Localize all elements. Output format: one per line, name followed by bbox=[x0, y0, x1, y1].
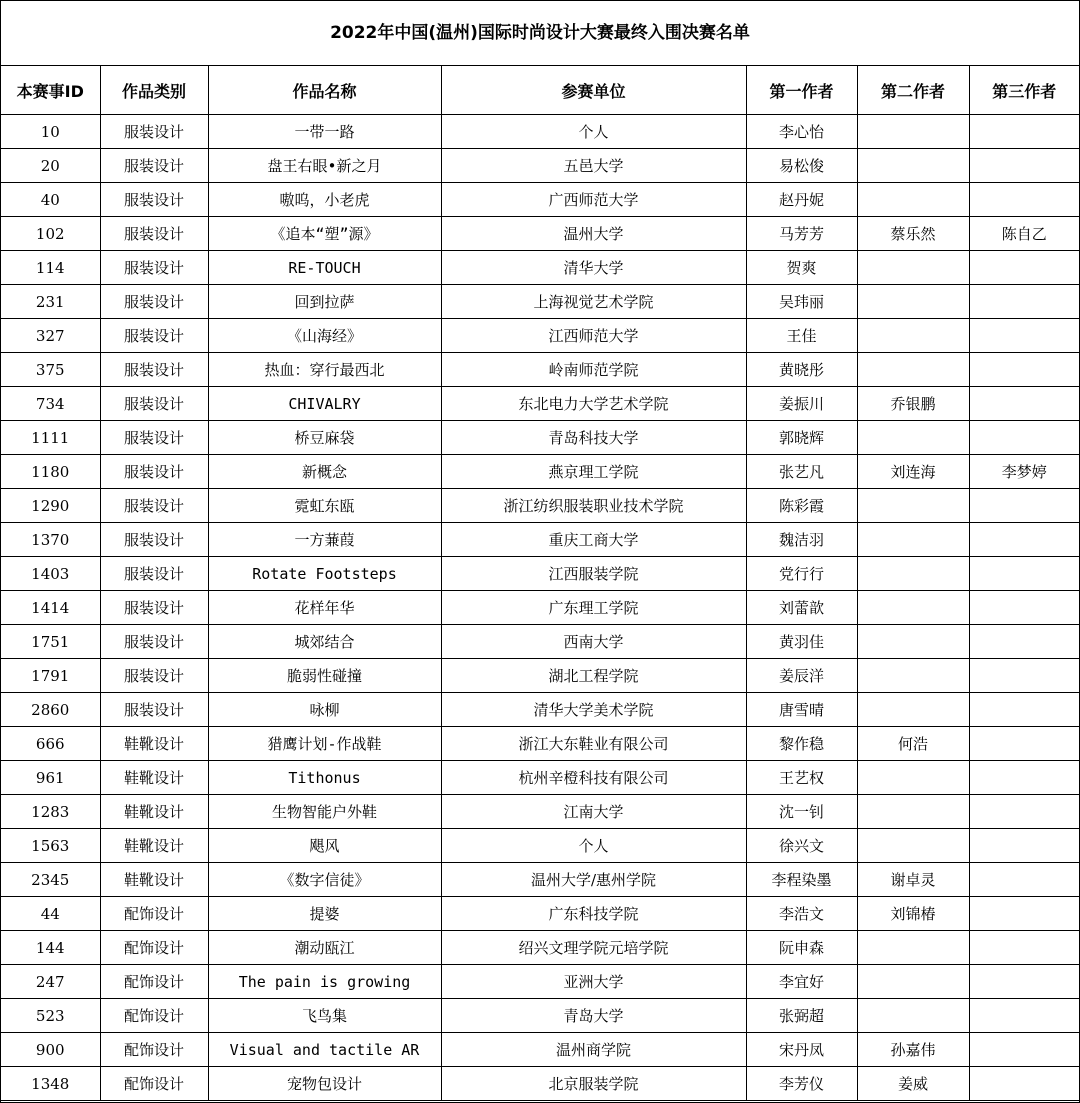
cell-work-name: 新概念 bbox=[208, 455, 441, 489]
cell-first-author: 魏洁羽 bbox=[746, 523, 857, 557]
table-row bbox=[1, 523, 1079, 557]
cell-second-author: 谢卓灵 bbox=[857, 863, 969, 897]
cell-second-author bbox=[857, 829, 969, 863]
cell-category: 服装设计 bbox=[100, 489, 208, 523]
cell-category: 配饰设计 bbox=[100, 931, 208, 965]
cell-entrant: 浙江纺织服装职业技术学院 bbox=[441, 489, 746, 523]
cell-work-name: 飓风 bbox=[208, 829, 441, 863]
cell-work-name: RE-TOUCH bbox=[208, 251, 441, 285]
cell-work-name: 飞鸟集 bbox=[208, 999, 441, 1033]
finalist-table bbox=[1, 66, 1079, 1101]
cell-id: 961 bbox=[1, 761, 100, 795]
column-header-id: 本赛事ID bbox=[1, 66, 100, 115]
column-header-entrant: 参赛单位 bbox=[441, 66, 746, 115]
cell-first-author: 阮申森 bbox=[746, 931, 857, 965]
cell-id: 144 bbox=[1, 931, 100, 965]
cell-category: 配饰设计 bbox=[100, 965, 208, 999]
cell-entrant: 重庆工商大学 bbox=[441, 523, 746, 557]
table-row bbox=[1, 115, 1079, 149]
cell-entrant: 清华大学美术学院 bbox=[441, 693, 746, 727]
cell-entrant: 湖北工程学院 bbox=[441, 659, 746, 693]
cell-second-author: 蔡乐然 bbox=[857, 217, 969, 251]
cell-entrant: 个人 bbox=[441, 115, 746, 149]
cell-second-author: 孙嘉伟 bbox=[857, 1033, 969, 1067]
cell-entrant: 西南大学 bbox=[441, 625, 746, 659]
cell-id: 2345 bbox=[1, 863, 100, 897]
cell-work-name: 提婆 bbox=[208, 897, 441, 931]
cell-category: 鞋靴设计 bbox=[100, 795, 208, 829]
cell-second-author bbox=[857, 931, 969, 965]
cell-first-author: 党行行 bbox=[746, 557, 857, 591]
cell-work-name: 回到拉萨 bbox=[208, 285, 441, 319]
cell-second-author: 姜威 bbox=[857, 1067, 969, 1101]
table-row bbox=[1, 183, 1079, 217]
cell-entrant: 温州商学院 bbox=[441, 1033, 746, 1067]
cell-category: 服装设计 bbox=[100, 455, 208, 489]
cell-entrant: 江西服装学院 bbox=[441, 557, 746, 591]
cell-category: 服装设计 bbox=[100, 387, 208, 421]
cell-second-author: 何浩 bbox=[857, 727, 969, 761]
cell-entrant: 个人 bbox=[441, 829, 746, 863]
cell-second-author bbox=[857, 251, 969, 285]
cell-id: 1370 bbox=[1, 523, 100, 557]
cell-first-author: 王艺权 bbox=[746, 761, 857, 795]
cell-id: 523 bbox=[1, 999, 100, 1033]
cell-first-author: 李心怡 bbox=[746, 115, 857, 149]
table-row bbox=[1, 217, 1079, 251]
cell-category: 服装设计 bbox=[100, 285, 208, 319]
cell-category: 配饰设计 bbox=[100, 1033, 208, 1067]
cell-second-author bbox=[857, 319, 969, 353]
cell-id: 1290 bbox=[1, 489, 100, 523]
cell-id: 231 bbox=[1, 285, 100, 319]
cell-first-author: 陈彩霞 bbox=[746, 489, 857, 523]
table-row bbox=[1, 931, 1079, 965]
cell-first-author: 易松俊 bbox=[746, 149, 857, 183]
cell-id: 327 bbox=[1, 319, 100, 353]
cell-category: 服装设计 bbox=[100, 319, 208, 353]
cell-first-author: 张弼超 bbox=[746, 999, 857, 1033]
cell-second-author bbox=[857, 557, 969, 591]
table-row bbox=[1, 965, 1079, 999]
table-row bbox=[1, 149, 1079, 183]
cell-third-author bbox=[969, 829, 1079, 863]
table-row bbox=[1, 353, 1079, 387]
cell-first-author: 李芳仪 bbox=[746, 1067, 857, 1101]
sheet-title: 2022年中国(温州)国际时尚设计大赛最终入围决赛名单 bbox=[1, 1, 1079, 66]
cell-second-author: 刘连海 bbox=[857, 455, 969, 489]
cell-work-name: 一方蒹葭 bbox=[208, 523, 441, 557]
cell-entrant: 广西师范大学 bbox=[441, 183, 746, 217]
table-row bbox=[1, 557, 1079, 591]
cell-entrant: 绍兴文理学院元培学院 bbox=[441, 931, 746, 965]
cell-first-author: 唐雪晴 bbox=[746, 693, 857, 727]
cell-third-author bbox=[969, 1033, 1079, 1067]
cell-second-author bbox=[857, 693, 969, 727]
cell-entrant: 青岛科技大学 bbox=[441, 421, 746, 455]
cell-work-name: 霓虹东瓯 bbox=[208, 489, 441, 523]
cell-third-author bbox=[969, 693, 1079, 727]
cell-work-name: 城郊结合 bbox=[208, 625, 441, 659]
cell-third-author bbox=[969, 319, 1079, 353]
cell-work-name: CHIVALRY bbox=[208, 387, 441, 421]
cell-entrant: 东北电力大学艺术学院 bbox=[441, 387, 746, 421]
cell-work-name: 热血：穿行最西北 bbox=[208, 353, 441, 387]
table-row bbox=[1, 285, 1079, 319]
cell-second-author bbox=[857, 115, 969, 149]
table-row bbox=[1, 795, 1079, 829]
table-header-row bbox=[1, 66, 1079, 115]
cell-third-author bbox=[969, 285, 1079, 319]
cell-id: 247 bbox=[1, 965, 100, 999]
column-header-category: 作品类别 bbox=[100, 66, 208, 115]
cell-first-author: 徐兴文 bbox=[746, 829, 857, 863]
cell-third-author bbox=[969, 149, 1079, 183]
table-row bbox=[1, 659, 1079, 693]
cell-category: 鞋靴设计 bbox=[100, 761, 208, 795]
table-row bbox=[1, 829, 1079, 863]
cell-second-author bbox=[857, 761, 969, 795]
cell-entrant: 亚洲大学 bbox=[441, 965, 746, 999]
cell-third-author: 陈自乙 bbox=[969, 217, 1079, 251]
cell-second-author bbox=[857, 591, 969, 625]
table-row bbox=[1, 625, 1079, 659]
cell-second-author bbox=[857, 285, 969, 319]
table-row bbox=[1, 591, 1079, 625]
cell-id: 20 bbox=[1, 149, 100, 183]
cell-id: 40 bbox=[1, 183, 100, 217]
cell-second-author bbox=[857, 421, 969, 455]
cell-first-author: 黄羽佳 bbox=[746, 625, 857, 659]
cell-category: 服装设计 bbox=[100, 591, 208, 625]
cell-category: 配饰设计 bbox=[100, 999, 208, 1033]
cell-third-author bbox=[969, 761, 1079, 795]
cell-second-author bbox=[857, 183, 969, 217]
cell-work-name: 宠物包设计 bbox=[208, 1067, 441, 1101]
cell-first-author: 王佳 bbox=[746, 319, 857, 353]
table-row bbox=[1, 761, 1079, 795]
cell-entrant: 广东理工学院 bbox=[441, 591, 746, 625]
cell-third-author bbox=[969, 727, 1079, 761]
cell-id: 1563 bbox=[1, 829, 100, 863]
cell-work-name: 嗷呜，小老虎 bbox=[208, 183, 441, 217]
cell-second-author bbox=[857, 489, 969, 523]
table-row bbox=[1, 1067, 1079, 1101]
cell-third-author bbox=[969, 183, 1079, 217]
cell-first-author: 刘蕾歆 bbox=[746, 591, 857, 625]
table-row bbox=[1, 897, 1079, 931]
cell-id: 1283 bbox=[1, 795, 100, 829]
cell-id: 666 bbox=[1, 727, 100, 761]
cell-third-author bbox=[969, 115, 1079, 149]
cell-id: 375 bbox=[1, 353, 100, 387]
cell-category: 服装设计 bbox=[100, 217, 208, 251]
table-row bbox=[1, 319, 1079, 353]
cell-work-name: 一带一路 bbox=[208, 115, 441, 149]
cell-first-author: 郭晓辉 bbox=[746, 421, 857, 455]
cell-id: 1180 bbox=[1, 455, 100, 489]
cell-entrant: 温州大学 bbox=[441, 217, 746, 251]
cell-work-name: 花样年华 bbox=[208, 591, 441, 625]
cell-work-name: 脆弱性碰撞 bbox=[208, 659, 441, 693]
cell-third-author bbox=[969, 965, 1079, 999]
cell-first-author: 吴玮丽 bbox=[746, 285, 857, 319]
cell-id: 1751 bbox=[1, 625, 100, 659]
cell-work-name: 盘王右眼•新之月 bbox=[208, 149, 441, 183]
table-row bbox=[1, 999, 1079, 1033]
cell-id: 10 bbox=[1, 115, 100, 149]
cell-entrant: 清华大学 bbox=[441, 251, 746, 285]
cell-third-author bbox=[969, 591, 1079, 625]
cell-id: 900 bbox=[1, 1033, 100, 1067]
cell-third-author bbox=[969, 897, 1079, 931]
cell-entrant: 青岛大学 bbox=[441, 999, 746, 1033]
cell-entrant: 岭南师范学院 bbox=[441, 353, 746, 387]
cell-entrant: 浙江大东鞋业有限公司 bbox=[441, 727, 746, 761]
table-row bbox=[1, 863, 1079, 897]
cell-second-author bbox=[857, 149, 969, 183]
cell-entrant: 温州大学/惠州学院 bbox=[441, 863, 746, 897]
cell-category: 配饰设计 bbox=[100, 1067, 208, 1101]
cell-id: 1791 bbox=[1, 659, 100, 693]
cell-category: 服装设计 bbox=[100, 625, 208, 659]
cell-third-author bbox=[969, 523, 1079, 557]
cell-category: 配饰设计 bbox=[100, 897, 208, 931]
cell-first-author: 黄晓彤 bbox=[746, 353, 857, 387]
cell-second-author bbox=[857, 353, 969, 387]
table-row bbox=[1, 387, 1079, 421]
cell-first-author: 贺爽 bbox=[746, 251, 857, 285]
cell-third-author bbox=[969, 625, 1079, 659]
cell-third-author bbox=[969, 353, 1079, 387]
cell-id: 2860 bbox=[1, 693, 100, 727]
cell-entrant: 广东科技学院 bbox=[441, 897, 746, 931]
cell-first-author: 李浩文 bbox=[746, 897, 857, 931]
cell-third-author bbox=[969, 931, 1079, 965]
cell-category: 服装设计 bbox=[100, 251, 208, 285]
cell-work-name: 生物智能户外鞋 bbox=[208, 795, 441, 829]
cell-third-author bbox=[969, 863, 1079, 897]
cell-first-author: 李宜好 bbox=[746, 965, 857, 999]
cell-third-author bbox=[969, 251, 1079, 285]
cell-work-name: 《数字信徒》 bbox=[208, 863, 441, 897]
cell-id: 1414 bbox=[1, 591, 100, 625]
cell-first-author: 李程染墨 bbox=[746, 863, 857, 897]
cell-work-name: Tithonus bbox=[208, 761, 441, 795]
cell-category: 服装设计 bbox=[100, 353, 208, 387]
cell-work-name: 桥豆麻袋 bbox=[208, 421, 441, 455]
cell-third-author bbox=[969, 489, 1079, 523]
cell-third-author bbox=[969, 659, 1079, 693]
cell-second-author bbox=[857, 999, 969, 1033]
cell-second-author bbox=[857, 625, 969, 659]
cell-id: 102 bbox=[1, 217, 100, 251]
cell-second-author bbox=[857, 795, 969, 829]
cell-id: 1111 bbox=[1, 421, 100, 455]
table-row bbox=[1, 251, 1079, 285]
table-row bbox=[1, 693, 1079, 727]
cell-category: 服装设计 bbox=[100, 183, 208, 217]
cell-entrant: 北京服装学院 bbox=[441, 1067, 746, 1101]
cell-category: 服装设计 bbox=[100, 659, 208, 693]
cell-work-name: The pain is growing bbox=[208, 965, 441, 999]
column-header-first-author: 第一作者 bbox=[746, 66, 857, 115]
cell-id: 114 bbox=[1, 251, 100, 285]
table-row bbox=[1, 727, 1079, 761]
cell-first-author: 黎作稳 bbox=[746, 727, 857, 761]
cell-entrant: 江西师范大学 bbox=[441, 319, 746, 353]
cell-category: 服装设计 bbox=[100, 421, 208, 455]
cell-id: 1348 bbox=[1, 1067, 100, 1101]
cell-category: 鞋靴设计 bbox=[100, 727, 208, 761]
cell-entrant: 五邑大学 bbox=[441, 149, 746, 183]
table-row bbox=[1, 489, 1079, 523]
cell-work-name: 《追本“塑”源》 bbox=[208, 217, 441, 251]
cell-first-author: 马芳芳 bbox=[746, 217, 857, 251]
cell-work-name: Visual and tactile AR bbox=[208, 1033, 441, 1067]
cell-third-author bbox=[969, 1067, 1079, 1101]
cell-category: 服装设计 bbox=[100, 557, 208, 591]
cell-first-author: 赵丹妮 bbox=[746, 183, 857, 217]
cell-work-name: 潮动瓯江 bbox=[208, 931, 441, 965]
cell-work-name: 咏柳 bbox=[208, 693, 441, 727]
cell-third-author bbox=[969, 795, 1079, 829]
cell-category: 鞋靴设计 bbox=[100, 829, 208, 863]
cell-second-author bbox=[857, 659, 969, 693]
table-row bbox=[1, 421, 1079, 455]
table-row bbox=[1, 1033, 1079, 1067]
cell-entrant: 杭州辛橙科技有限公司 bbox=[441, 761, 746, 795]
cell-first-author: 姜辰洋 bbox=[746, 659, 857, 693]
cell-third-author bbox=[969, 557, 1079, 591]
cell-second-author: 刘锦椿 bbox=[857, 897, 969, 931]
table-row bbox=[1, 455, 1079, 489]
column-header-third-author: 第三作者 bbox=[969, 66, 1079, 115]
column-header-work-name: 作品名称 bbox=[208, 66, 441, 115]
cell-entrant: 上海视觉艺术学院 bbox=[441, 285, 746, 319]
cell-category: 服装设计 bbox=[100, 149, 208, 183]
cell-category: 服装设计 bbox=[100, 693, 208, 727]
cell-first-author: 沈一钊 bbox=[746, 795, 857, 829]
cell-work-name: 猎鹰计划-作战鞋 bbox=[208, 727, 441, 761]
cell-second-author bbox=[857, 523, 969, 557]
cell-first-author: 张艺凡 bbox=[746, 455, 857, 489]
cell-first-author: 宋丹凤 bbox=[746, 1033, 857, 1067]
cell-category: 鞋靴设计 bbox=[100, 863, 208, 897]
cell-first-author: 姜振川 bbox=[746, 387, 857, 421]
cell-third-author bbox=[969, 387, 1079, 421]
cell-id: 1403 bbox=[1, 557, 100, 591]
cell-work-name: 《山海经》 bbox=[208, 319, 441, 353]
cell-third-author bbox=[969, 421, 1079, 455]
cell-category: 服装设计 bbox=[100, 115, 208, 149]
column-header-second-author: 第二作者 bbox=[857, 66, 969, 115]
cell-third-author: 李梦婷 bbox=[969, 455, 1079, 489]
cell-category: 服装设计 bbox=[100, 523, 208, 557]
cell-work-name: Rotate Footsteps bbox=[208, 557, 441, 591]
cell-entrant: 燕京理工学院 bbox=[441, 455, 746, 489]
cell-entrant: 江南大学 bbox=[441, 795, 746, 829]
cell-second-author: 乔银鹏 bbox=[857, 387, 969, 421]
cell-second-author bbox=[857, 965, 969, 999]
cell-id: 734 bbox=[1, 387, 100, 421]
cell-third-author bbox=[969, 999, 1079, 1033]
cell-id: 44 bbox=[1, 897, 100, 931]
